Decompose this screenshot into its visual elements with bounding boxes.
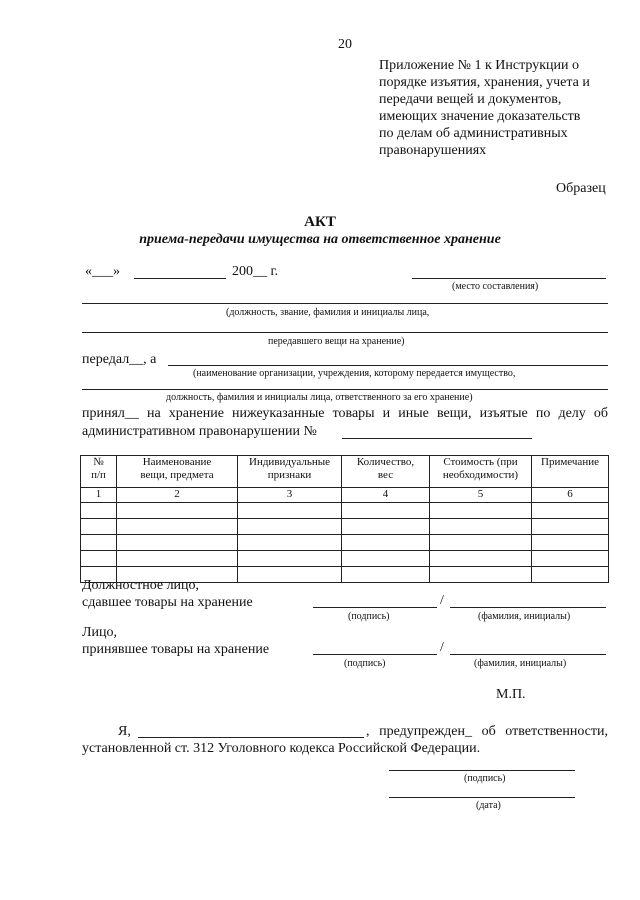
position-line-2 — [82, 332, 608, 333]
warning-end: , предупрежден_ об ответственности, — [366, 724, 608, 739]
col-number: 3 — [238, 488, 342, 503]
place-caption: (место составления) — [452, 281, 539, 292]
person-name-caption: (фамилия, инициалы) — [474, 658, 567, 669]
warning-name-line — [138, 737, 364, 738]
date-day: «___» — [85, 264, 120, 279]
final-signature-line — [389, 770, 575, 771]
final-date-caption: (дата) — [476, 800, 501, 811]
person-label-2: принявшее товары на хранение — [82, 642, 270, 657]
appendix-block — [379, 57, 590, 159]
col-number: 6 — [532, 488, 609, 503]
final-date-line — [389, 797, 575, 798]
document-subtitle: приема-передачи имущества на ответственное хранение — [139, 232, 501, 247]
official-signature-caption: (подпись) — [348, 611, 390, 622]
col-header-features: Индивидуальные признаки — [238, 456, 342, 488]
person-name-line — [450, 654, 606, 655]
slash: / — [440, 640, 444, 655]
official-label-2: сдавшее товары на хранение — [82, 595, 253, 610]
appendix-line: порядке изъятия, хранения, учета и — [379, 75, 590, 90]
official-name-line — [450, 607, 606, 608]
resp-line — [82, 389, 608, 390]
accepted-line-1: принял__ на хранение нижеуказанные товары и иные вещи, изъятые по делу об — [82, 406, 608, 421]
transferred-label: передал__, а — [82, 352, 157, 367]
items-table — [80, 455, 609, 583]
accepted-line-2: административном правонарушении № — [82, 424, 317, 439]
appendix-line: правонарушениях — [379, 143, 487, 158]
position-caption-1: (должность, звание, фамилия и инициалы лица, — [226, 307, 430, 318]
date-month-line — [134, 278, 226, 279]
table-row — [81, 519, 609, 535]
col-header-cost: Стоимость (при необходимости) — [430, 456, 532, 488]
table-number-row — [81, 488, 609, 503]
col-number: 2 — [117, 488, 238, 503]
table-row — [81, 535, 609, 551]
org-caption: (наименование организации, учреждения, которому передается имущество, — [193, 368, 516, 379]
final-signature-caption: (подпись) — [464, 773, 506, 784]
warning-line-2: установленной ст. 312 Уголовного кодекса Российской Федерации. — [82, 741, 481, 756]
official-signature-line — [313, 607, 437, 608]
seal-place: М.П. — [496, 687, 526, 702]
resp-caption: должность, фамилия и инициалы лица, ответственного за его хранение) — [166, 392, 473, 403]
col-header-number: № п/п — [81, 456, 117, 488]
org-line — [168, 365, 608, 366]
appendix-line: имеющих значение доказательств — [379, 109, 581, 124]
official-label-1: Должностное лицо, — [82, 578, 200, 593]
person-signature-caption: (подпись) — [344, 658, 386, 669]
appendix-line: Приложение № 1 к Инструкции о — [379, 58, 579, 73]
place-line — [412, 278, 606, 279]
col-header-quantity: Количество, вес — [342, 456, 430, 488]
document-title: АКТ — [304, 214, 336, 230]
sample-label: Образец — [556, 181, 606, 196]
person-label-1: Лицо, — [82, 625, 117, 640]
table-row — [81, 551, 609, 567]
col-header-name: Наименование вещи, предмета — [117, 456, 238, 488]
table-header-row — [81, 456, 609, 488]
col-header-note: Примечание — [532, 456, 609, 488]
position-caption-2: передавшего вещи на хранение) — [268, 336, 405, 347]
position-line-1 — [82, 303, 608, 304]
date-year: 200__ г. — [232, 264, 279, 279]
appendix-line: передачи вещей и документов, — [379, 92, 562, 107]
col-number: 1 — [81, 488, 117, 503]
slash: / — [440, 593, 444, 608]
warning-start: Я, — [118, 724, 131, 739]
page-number: 20 — [338, 37, 352, 52]
table-row — [81, 503, 609, 519]
appendix-line: по делам об административных — [379, 126, 568, 141]
col-number: 5 — [430, 488, 532, 503]
official-name-caption: (фамилия, инициалы) — [478, 611, 571, 622]
case-number-line — [342, 438, 532, 439]
person-signature-line — [313, 654, 437, 655]
col-number: 4 — [342, 488, 430, 503]
